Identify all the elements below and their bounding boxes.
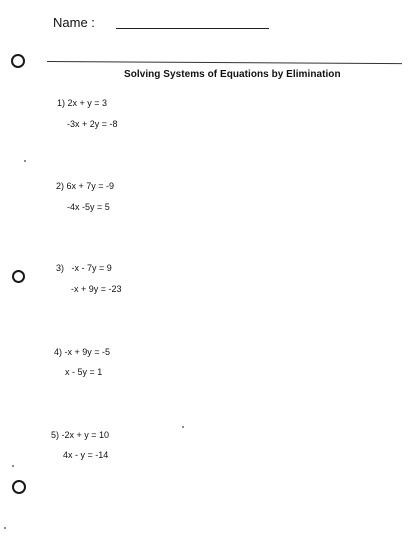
equation-text: -x - 7y = 9 [69,263,112,273]
name-label: Name : [53,15,95,30]
problem-3-equation-2: -x + 9y = -23 [71,284,122,294]
problem-number: 5) [51,430,60,440]
problem-4-equation-2: x - 5y = 1 [65,367,103,377]
problem-number: 2) [56,181,65,191]
punch-hole-icon [11,54,25,68]
problem-4-equation-1 [54,347,110,357]
problem-1-equation-2: -3x + 2y = -8 [67,119,118,129]
punch-hole-icon [12,270,25,283]
scan-speck [24,160,26,162]
problem-5-equation-1 [51,430,109,440]
punch-hole-icon [12,480,26,494]
equation-text: -x + 9y = -5 [64,347,111,357]
problem-2-equation-2: -4x -5y = 5 [67,202,110,212]
problem-3-equation-1 [56,263,112,273]
header-divider [47,61,402,64]
problem-2-equation-1 [56,181,114,191]
worksheet-title: Solving Systems of Equations by Elimination [124,69,341,80]
problem-5-equation-2: 4x - y = -14 [63,450,109,460]
name-blank-line [116,28,269,29]
equation-text: 6x + 7y = -9 [66,181,115,191]
problem-number: 3) [56,263,65,273]
scan-speck [4,527,6,529]
equation-text: -2x + y = 10 [61,430,110,440]
scan-speck [182,426,184,428]
scan-speck [12,465,14,467]
problem-1-equation-1 [57,98,107,108]
problem-number: 1) [57,98,66,108]
problem-number: 4) [54,347,63,357]
equation-text: 2x + y = 3 [67,98,108,108]
